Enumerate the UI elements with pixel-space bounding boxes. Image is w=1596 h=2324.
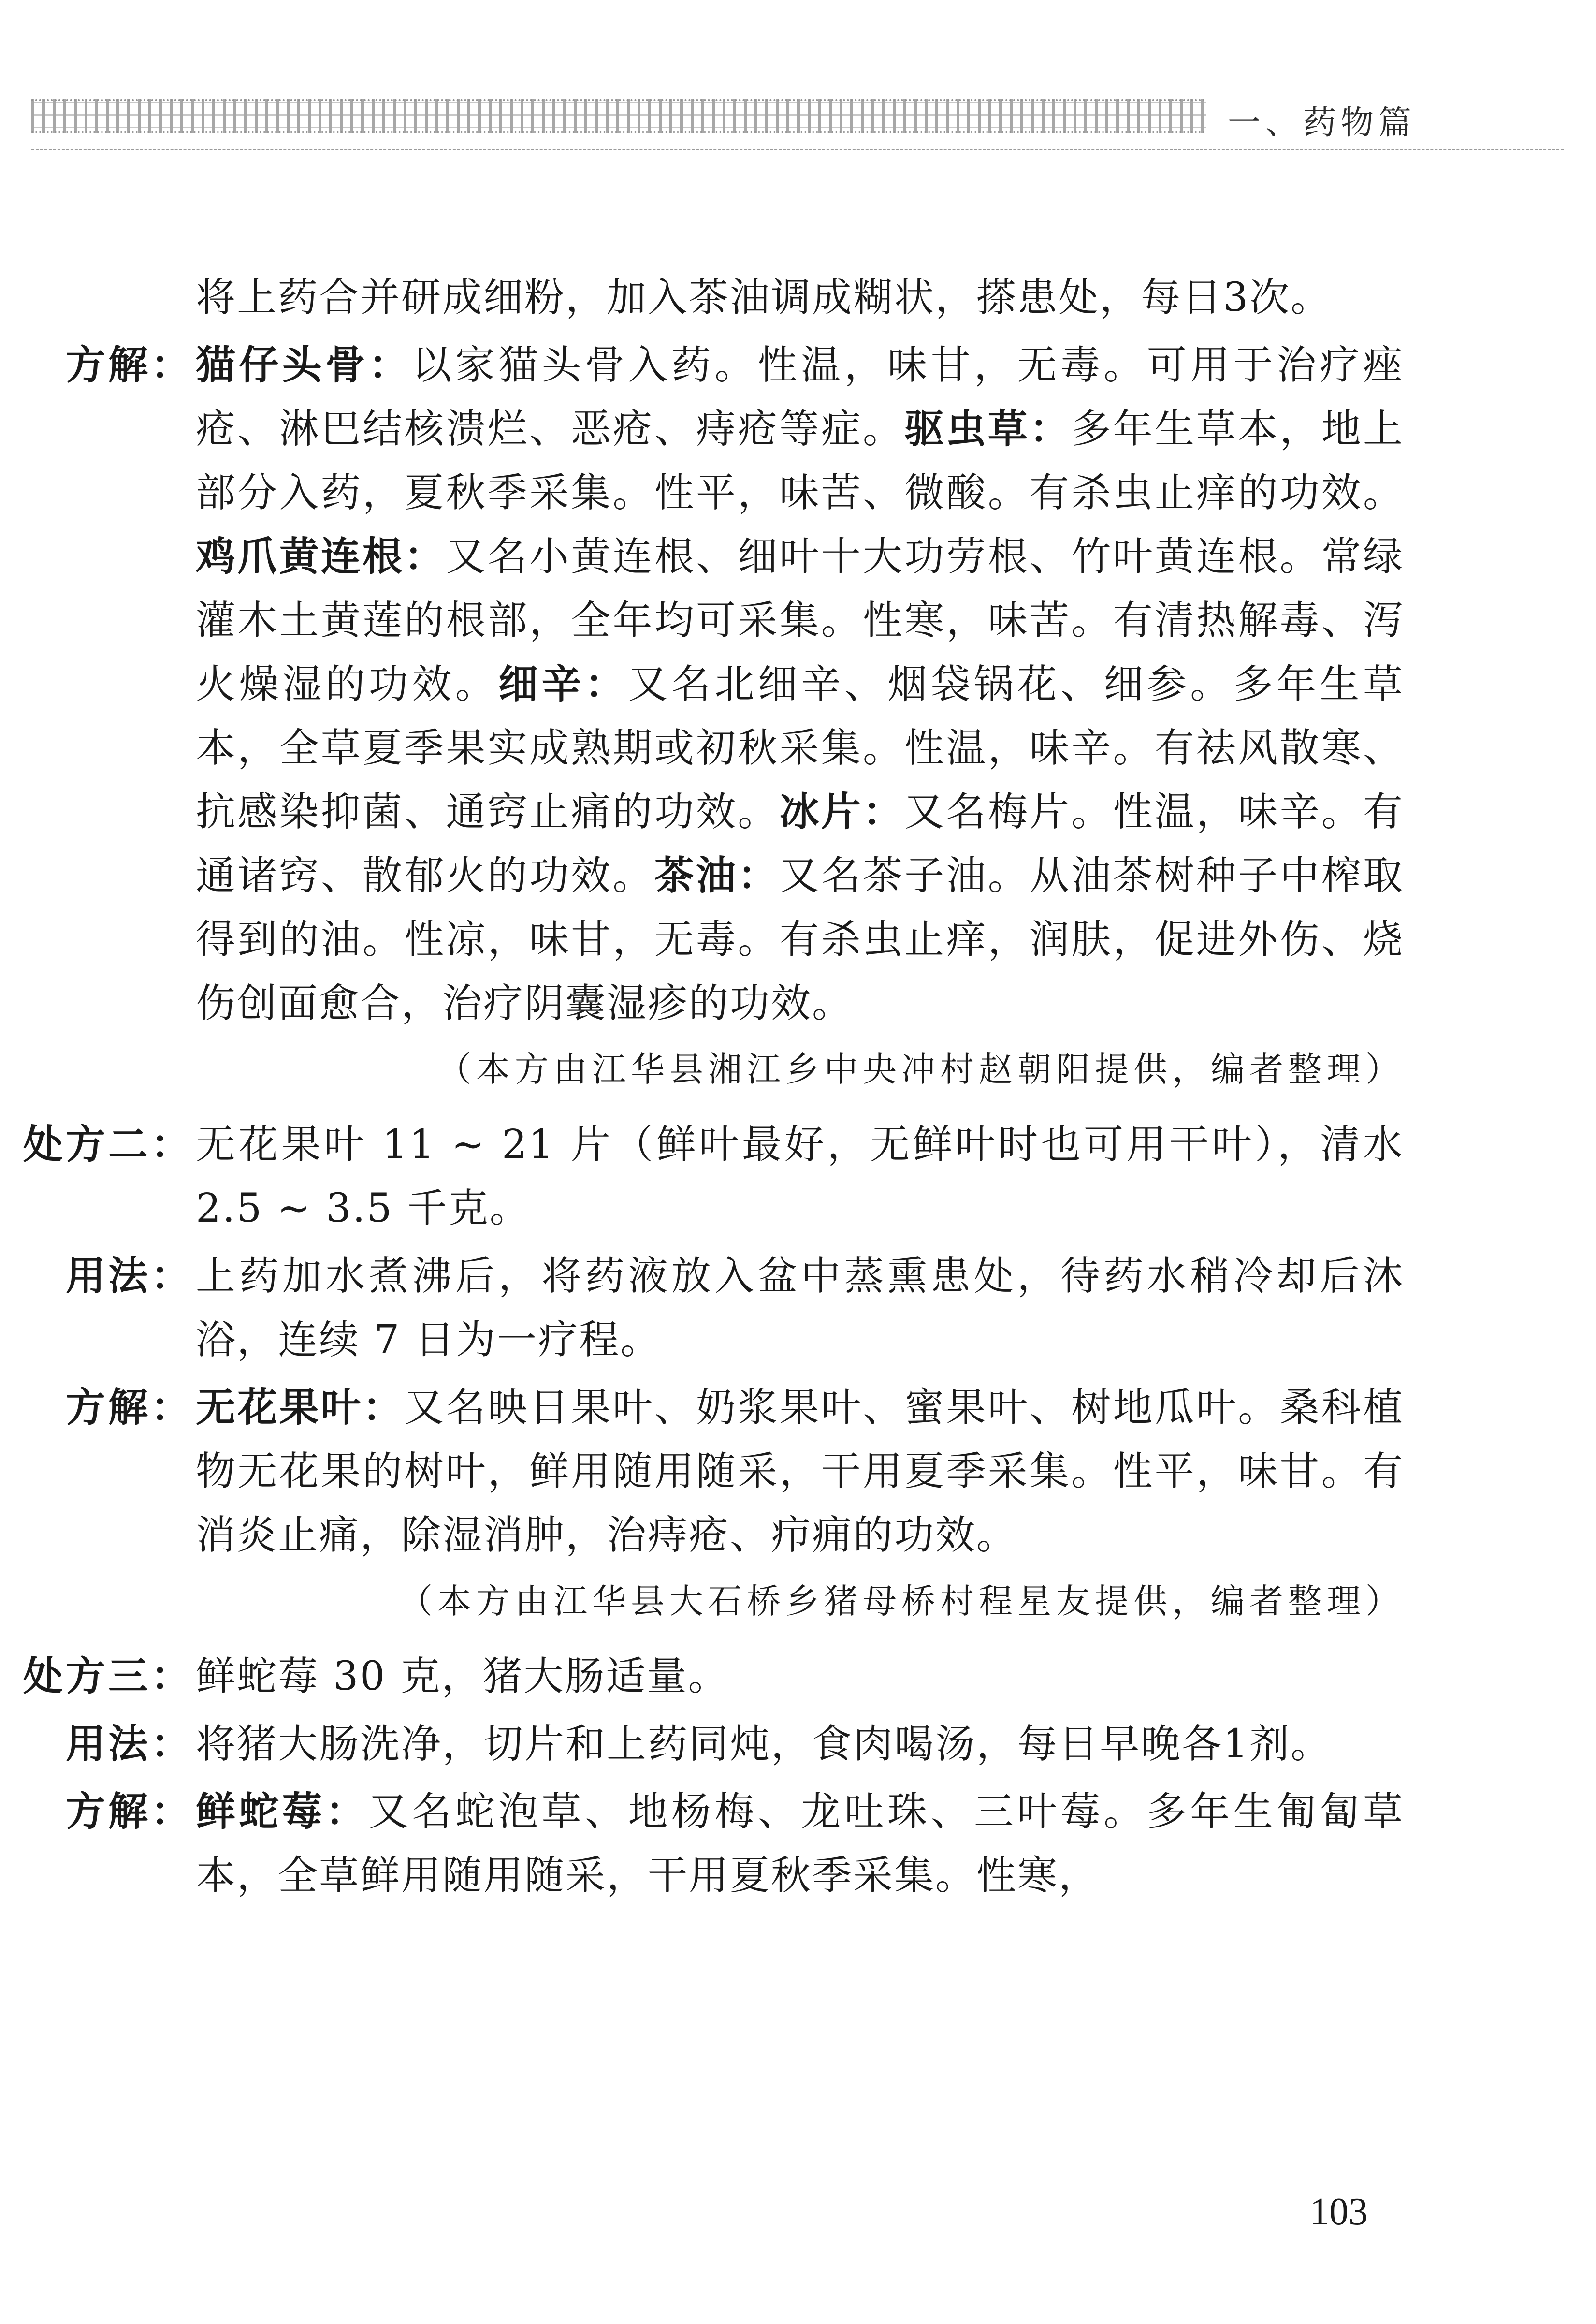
- prescription-text: 鲜蛇莓 30 克，猪大肠适量。: [196, 1653, 729, 1699]
- herb-description: 又名映日果叶、奶浆果叶、蜜果叶、树地瓜叶。桑科植物无花果的树叶，鲜用随用随采，干用夏季采集。性平，味甘。有消炎止痛，除湿消肿，治痔疮、疖痈的功效。: [196, 1385, 1404, 1558]
- herb-description: 又名蛇泡草、地杨梅、龙吐珠、三叶莓。多年生匍匐草本，全草鲜用随用随采，干用夏秋季采集。性寒，: [196, 1789, 1404, 1899]
- prescription-3: [23, 1645, 1404, 1709]
- herb-name: 驱虫草：: [904, 406, 1072, 452]
- herb-description: 多年生草本，地上部分入药，夏秋季采集。性平，味苦、微酸。有杀虫止痒的功效。: [196, 406, 1404, 516]
- entry-label: 用法：: [65, 1721, 193, 1767]
- explanation-block-2: [65, 1376, 1404, 1567]
- intro-paragraph: 将上药合并研成细粉，加入茶油调成糊状，搽患处，每日3次。: [196, 275, 1332, 321]
- source-credit: （本方由江华县湘江乡中央冲村赵朝阳提供，编者整理）: [437, 1050, 1404, 1089]
- herb-description: 以家猫头骨入药。性温，味甘，无毒。可用于治疗痤疮、淋巴结核溃烂、恶疮、痔疮等症。: [196, 342, 1404, 452]
- usage-text: 将猪大肠洗净，切片和上药同炖，食肉喝汤，每日早晚各1剂。: [196, 1721, 1332, 1767]
- entry-label: 方解：: [65, 1789, 193, 1835]
- source-credit: （本方由江华县大石桥乡猪母桥村程星友提供，编者整理）: [399, 1581, 1404, 1621]
- herb-description: 又名茶子油。从油茶树种子中榨取得到的油。性凉，味甘，无毒。有杀虫止痒，润肤，促进外伤、烧伤创面愈合，治疗阴囊湿疹的功效。: [196, 853, 1404, 1026]
- herb-name: 鸡爪黄连根：: [196, 534, 446, 580]
- usage-text: 上药加水煮沸后，将药液放入盆中蒸熏患处，待药水稍冷却后沐浴，连续 7 日为一疗程。: [196, 1253, 1404, 1363]
- explanation-block-1: [65, 334, 1404, 1036]
- page-body: [23, 266, 1404, 1912]
- prescription-text: 无花果叶 11 ~ 21 片（鲜叶最好，无鲜叶时也可用干叶），清水 2.5 ~ 3.5 千克。: [196, 1122, 1404, 1231]
- usage-3: [65, 1712, 1404, 1776]
- herb-name: 猫仔头骨：: [196, 342, 412, 388]
- prescription-2: [23, 1113, 1404, 1241]
- page-number: 103: [1310, 2191, 1368, 2233]
- herb-name: 无花果叶：: [196, 1385, 405, 1431]
- herb-name: 冰片：: [779, 789, 905, 835]
- entry-label: 方解：: [65, 1385, 193, 1431]
- entry-label: 方解：: [65, 342, 193, 388]
- entry-label: 处方二：: [23, 1122, 193, 1168]
- header-ornament-band: [31, 99, 1206, 133]
- herb-description: 又名小黄连根、细叶十大功劳根、竹叶黄连根。常绿灌木土黄莲的根部，全年均可采集。性寒，味苦。有清热解毒、泻火燥湿的功效。: [196, 534, 1404, 707]
- section-title: 一、药物篇: [1228, 104, 1417, 142]
- usage-2: [65, 1244, 1404, 1372]
- entry-label: 处方三：: [23, 1653, 193, 1699]
- explanation-block-3: [65, 1780, 1404, 1908]
- herb-name: 茶油：: [654, 853, 780, 899]
- herb-name: 鲜蛇莓：: [196, 1789, 369, 1835]
- herb-description: 又名北细辛、烟袋锅花、细参。多年生草本，全草夏季果实成熟期或初秋采集。性温，味辛。有祛风散寒、抗感染抑菌、通窍止痛的功效。: [196, 661, 1404, 835]
- herb-name: 细辛：: [498, 661, 628, 707]
- header-divider: [31, 149, 1564, 150]
- entry-label: 用法：: [65, 1253, 193, 1299]
- herb-description: 又名梅片。性温，味辛。有通诸窍、散郁火的功效。: [196, 789, 1404, 899]
